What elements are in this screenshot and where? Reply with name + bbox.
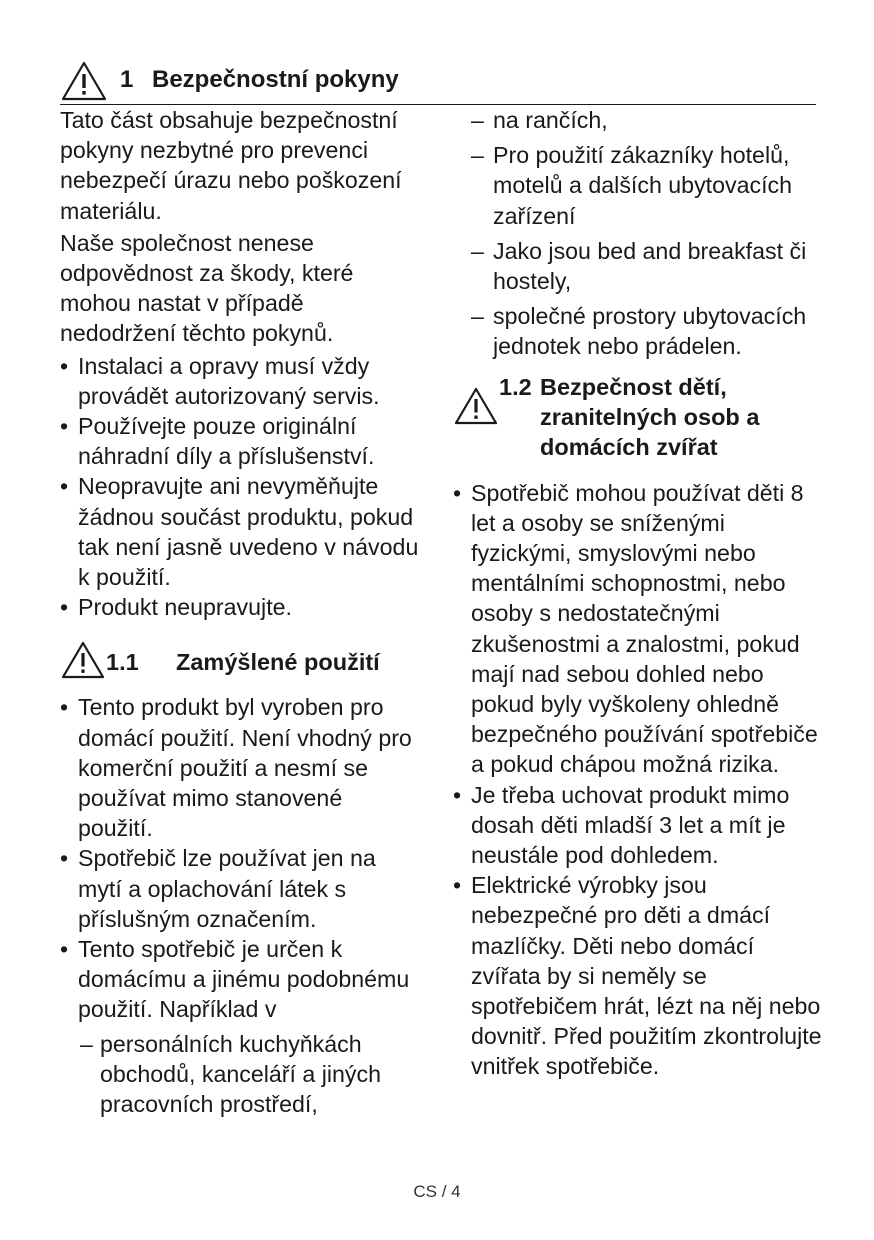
list-item: • Používejte pouze originální náhradní díly a příslušenství.: [60, 411, 420, 471]
section-number: 1.1: [106, 649, 139, 676]
page-number: CS / 4: [413, 1182, 461, 1201]
intro-paragraph: Tato část obsahuje bezpečnostní pokyny nezbytné pro prevenci nebezpečí úrazu nebo poškození materiálu.: [60, 107, 402, 224]
section-1-2-bullet-list: [453, 478, 823, 1082]
list-item: • Neopravujte ani nevyměňujte žádnou součást produktu, pokud tak není jasně uvedeno v návodu k použití.: [60, 471, 420, 592]
warning-icon: [453, 386, 499, 426]
section-1-1-bullet-list: [60, 692, 420, 1024]
examples-list-continued: [453, 105, 823, 362]
chapter-number: 1: [120, 66, 134, 93]
list-item: – Jako jsou bed and breakfast či hostely,: [453, 236, 823, 296]
list-item: • Spotřebič mohou používat děti 8 let a osoby se sníženými fyzickými, smyslovými nebo mentálními schopnostmi, nebo osoby s nedostatečnými zkušenostmi a znalostmi, pokud mají nad sebou dohled nebo pokud byly vyškoleny ohledně bezpečného používání spotřebiče a pokud chápou možná rizika.: [453, 478, 823, 780]
warning-icon: [60, 60, 108, 102]
examples-list: [60, 1029, 420, 1120]
list-item: • Je třeba uchovat produkt mimo dosah děti mladší 3 let a mít je neustále pod dohledem.: [453, 780, 823, 871]
section-heading-1-2: [453, 372, 823, 472]
section-number: 1.2: [499, 373, 532, 400]
section-title: Bezpečnost dětí, zranitelných osob a domácích zvířat: [540, 373, 760, 460]
list-item: • Elektrické výrobky jsou nebezpečné pro děti a dmácí mazlíčky. Děti nebo domácí zvířata by si neměly se spotřebičem hrát, lézt na něj nebo dovnitř. Před použitím zkontrolujte vnitřek spotřebiče.: [453, 870, 823, 1081]
list-item: – Pro použití zákazníky hotelů, motelů a dalších ubytovacích zařízení: [453, 140, 823, 231]
list-item: • Produkt neupravujte.: [60, 592, 420, 622]
list-item: • Instalaci a opravy musí vždy provádět autorizovaný servis.: [60, 351, 420, 411]
section-title: Zamýšlené použití: [176, 649, 380, 676]
page-header: [60, 58, 816, 105]
section-heading-1-1: [60, 638, 420, 686]
intro-paragraph: Naše společnost nenese odpovědnost za škody, které mohou nastat v případě nedodržení těchto pokynů.: [60, 229, 354, 347]
list-item: – personálních kuchyňkách obchodů, kanceláří a jiných pracovních prostředí,: [60, 1029, 420, 1120]
chapter-title: Bezpečnostní pokyny: [152, 66, 399, 93]
list-item: • Tento produkt byl vyroben pro domácí použití. Není vhodný pro komerční použití a nesmí se používat mimo stanovené použití.: [60, 692, 420, 843]
list-item: – na rančích,: [453, 105, 823, 135]
list-item: • Tento spotřebič je určen k domácímu a jinému podobnému použití. Například v: [60, 934, 420, 1025]
warning-icon: [60, 640, 106, 680]
right-column: [453, 105, 823, 1082]
list-item: – společné prostory ubytovacích jednotek nebo prádelen.: [453, 301, 823, 361]
intro-bullet-list: [60, 351, 420, 623]
list-item: • Spotřebič lze používat jen na mytí a oplachování látek s příslušným označením.: [60, 843, 420, 934]
left-column: [60, 105, 420, 1124]
